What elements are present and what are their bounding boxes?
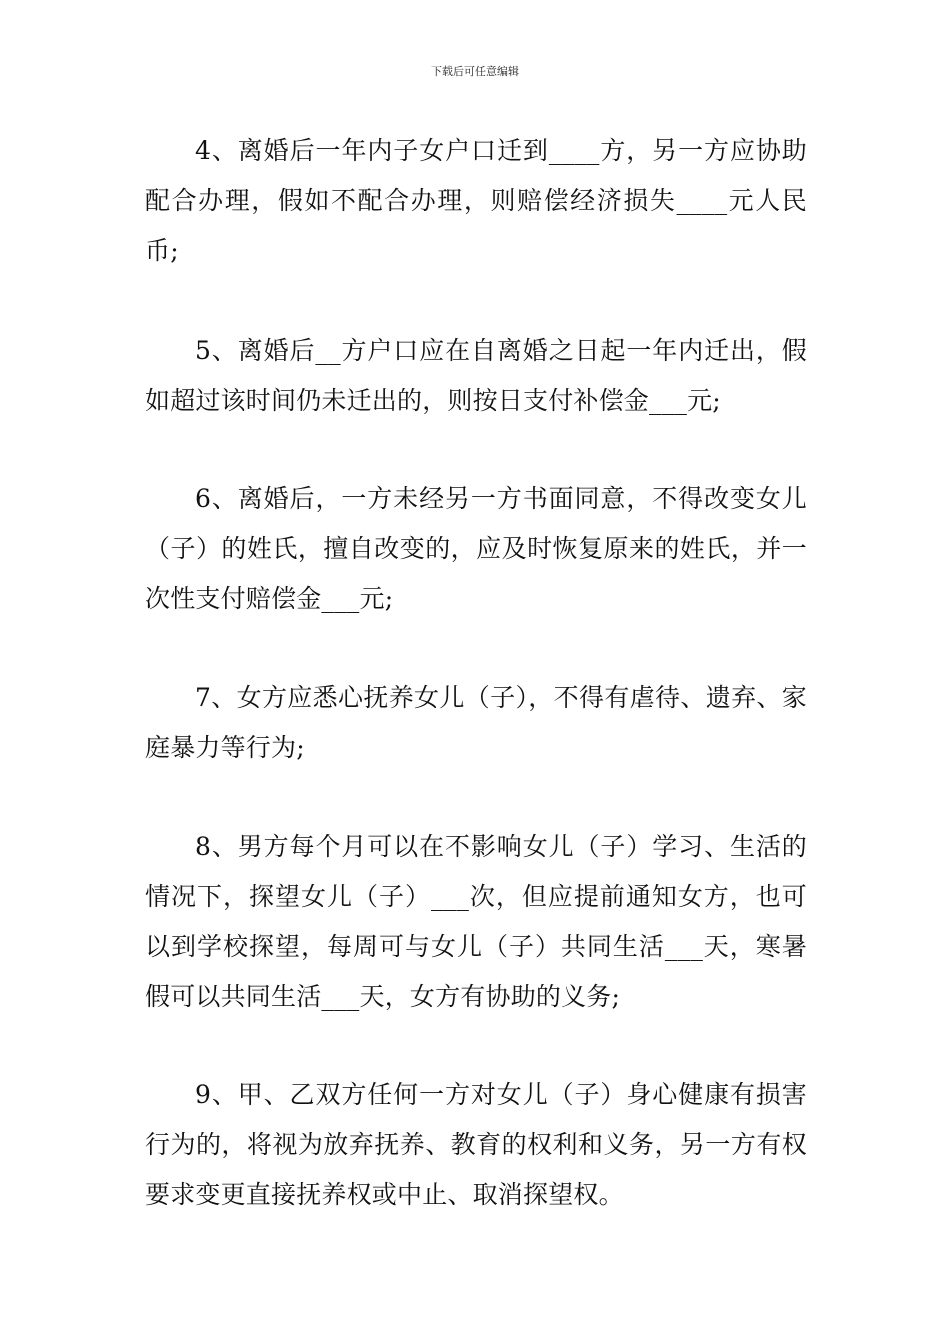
clause-6: 6、离婚后，一方未经另一方书面同意，不得改变女儿（子）的姓氏，擅自改变的，应及时恢复原来的姓氏，并一次性支付赔偿金___元;	[145, 484, 807, 613]
clause-5: 5、离婚后__方户口应在自离婚之日起一年内迁出，假如超过该时间仍未迁出的，则按日支付补偿金___元;	[145, 336, 807, 415]
clause-9: 9、甲、乙双方任何一方对女儿（子）身心健康有损害行为的，将视为放弃抚养、教育的权利和义务，另一方有权要求变更直接抚养权或中止、取消探望权。	[145, 1080, 807, 1209]
clause-7: 7、女方应悉心抚养女儿（子），不得有虐待、遗弃、家庭暴力等行为;	[145, 683, 807, 762]
clause-8: 8、男方每个月可以在不影响女儿（子）学习、生活的情况下，探望女儿（子）___次，但应提前通知女方，也可以到学校探望，每周可与女儿（子）共同生活___天，寒暑假可以共同生活___天，女方有协助的义务;	[145, 832, 807, 1011]
page-header-note: 下载后可任意编辑	[431, 65, 519, 78]
clause-4: 4、离婚后一年内子女户口迁到____方，另一方应协助配合办理，假如不配合办理，则赔偿经济损失____元人民币;	[145, 136, 807, 265]
